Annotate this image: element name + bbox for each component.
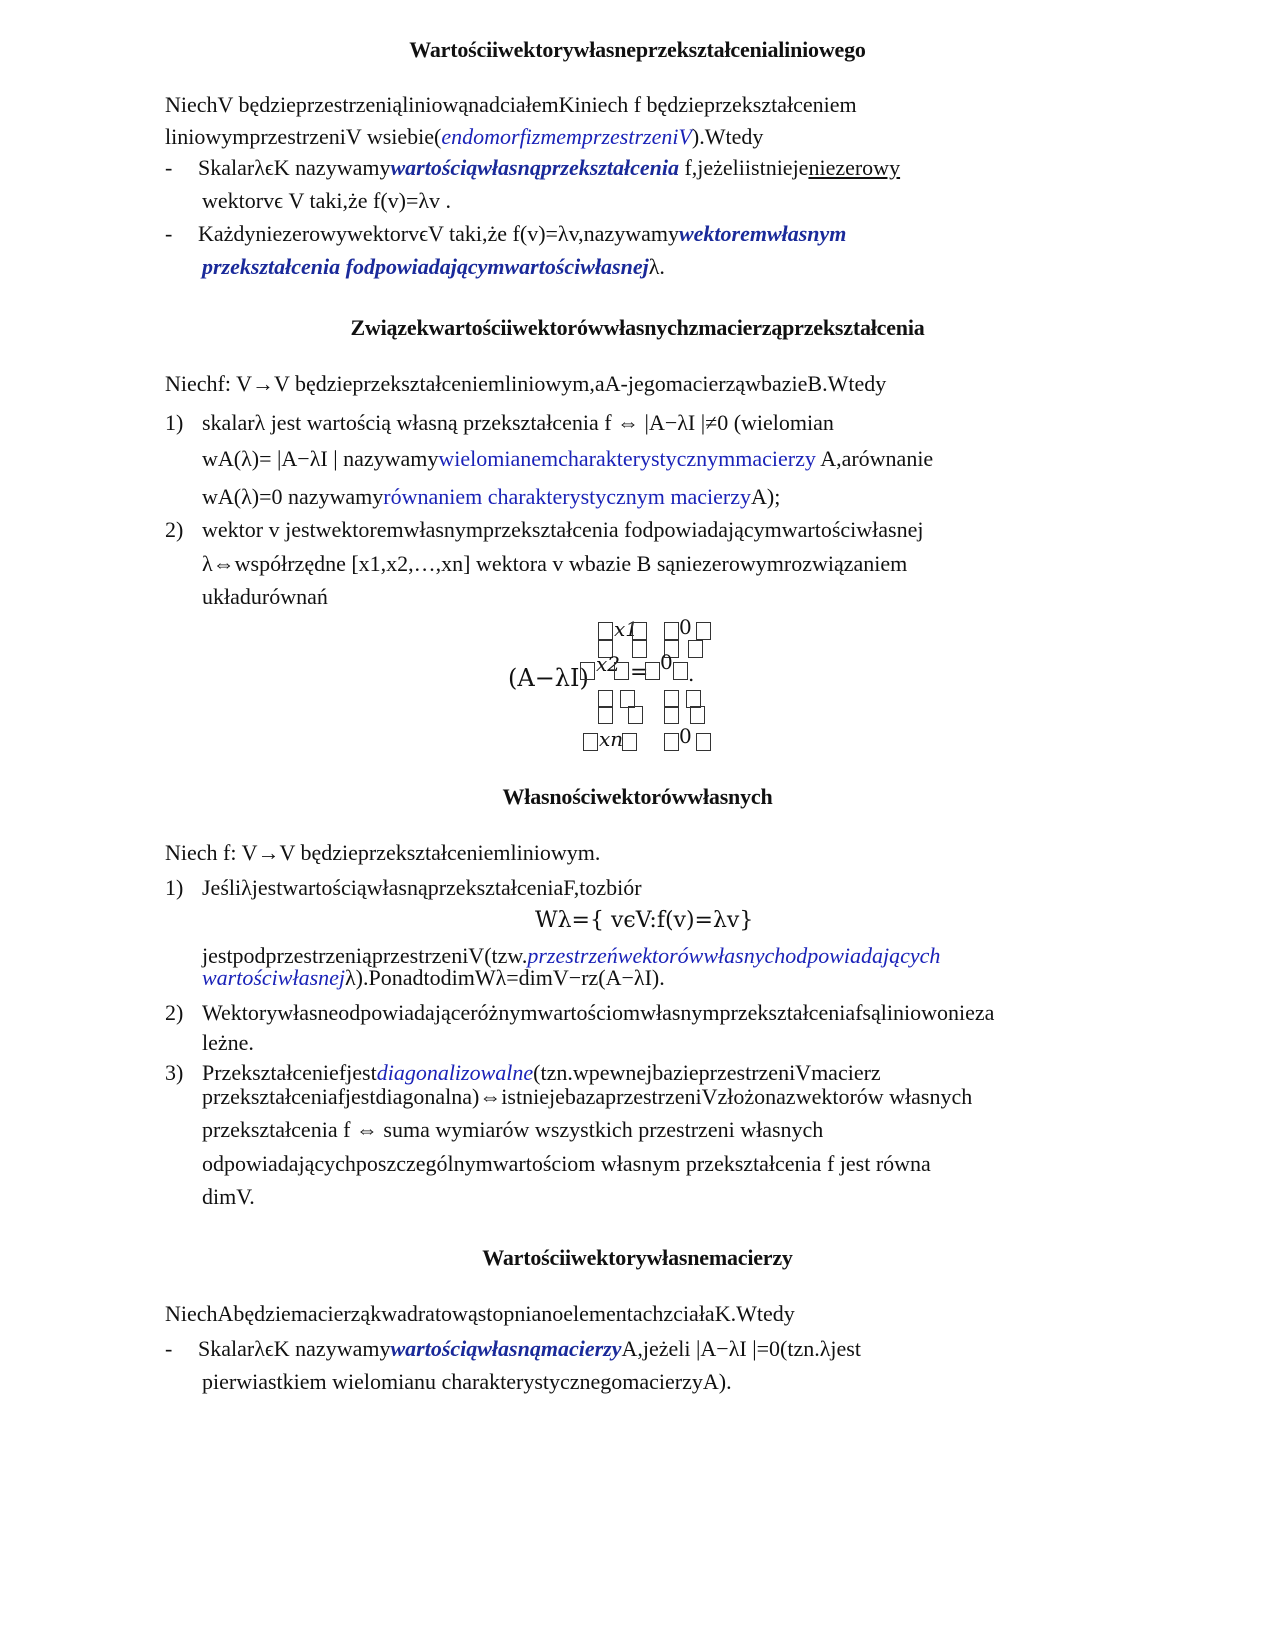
zero-entry-2: 0 [660, 650, 673, 674]
char-eq-term: równaniem charakterystycznym macierzy [383, 484, 752, 509]
zero-entry-n: 0 [679, 724, 692, 748]
lhs-term: (A−λI) [508, 664, 589, 692]
zero-entry-1: 0 [679, 615, 692, 639]
s4-bullet-1-cont: pierwiastkiem wielomianu charakterystycznegomacierzyA). [202, 1369, 732, 1394]
x2-entry: x2 [596, 652, 621, 676]
s1-bullet-2-cont: przekształcenia fodpowiadającymwartościwłasnejλ. [202, 254, 665, 279]
equals-sign: = [630, 660, 649, 685]
s2-item-2-line-3: układurównań [202, 584, 328, 609]
bracket-glyph [696, 622, 711, 640]
eigenvector-term: wektoremwłasnym [678, 221, 847, 246]
eigenspace-set: Wλ={ vϵV:f(v)=λv} [535, 908, 754, 933]
s4-intro: NiechAbędziemacierząkwadratowąstopnianoelementachzciałaK.Wtedy [165, 1301, 795, 1326]
xn-entry: xn [599, 727, 624, 751]
s3-item-2: 2) Wektorywłasneodpowiadająceróżnymwartościomwłasnymprzekształceniafsąliniowonieza [165, 1000, 995, 1025]
s2-item-2-line-2: λ⇔współrzędne [x1,x2,…,xn] wektora v wbazie B sąniezerowymrozwiązaniem [202, 551, 908, 576]
section-title-1: Wartościiwektorywłasneprzekształcenialiniowego [409, 37, 866, 62]
section-title-4: Wartościiwektorywłasnemacierzy [482, 1245, 793, 1270]
bracket-glyph [664, 706, 679, 724]
s3-item-3-line-2: przekształceniafjestdiagonalna)⇔istniejebazaprzestrzeniVzłożonazwektorów własnych [202, 1084, 973, 1109]
s1-bullet-1: - SkalarλϵK nazywamywartościąwłasnąprzekształcenia f,jeżeliistniejeniezerowy [165, 155, 901, 180]
endomorphism-term: endomorfizmemprzestrzeniV [441, 124, 692, 149]
bracket-glyph [696, 733, 711, 751]
s3-item-2-line-2: leżne. [202, 1030, 254, 1055]
bracket-glyph [614, 662, 629, 680]
s3-item-3-line-4: odpowiadającychposzczególnymwartościom własnym przekształcenia f jest równa [202, 1151, 931, 1176]
bracket-glyph [580, 662, 595, 680]
s1-intro-line-2: liniowymprzestrzeniV wsiebie(endomorfizmemprzestrzeniV).Wtedy [165, 124, 764, 149]
bracket-glyph [632, 622, 647, 640]
bracket-glyph [583, 733, 598, 751]
s3-item-1-line-2: jestpodprzestrzeniąprzestrzeniV(tzw.przestrzeńwektorówwłasnychodpowiadających [202, 943, 941, 968]
s3-item-1-line-3: wartościwłasnejλ).PonadtodimWλ=dimV−rz(A−λI). [202, 965, 665, 990]
section-title-2: Związekwartościiwektorówwłasnychzmacierząprzekształcenia [350, 315, 925, 340]
s2-intro: Niechf: V→V będzieprzekształceniemliniowym,aA-jegomacierząwbazieB.Wtedy [165, 371, 887, 396]
diagonalizable-term: diagonalizowalne [376, 1060, 534, 1085]
bracket-glyph [598, 706, 613, 724]
s3-item-3-line-3: przekształcenia f ⇔ suma wymiarów wszystkich przestrzeni własnych [202, 1117, 824, 1142]
s2-item-1-line-3: wA(λ)=0 nazywamyrównaniem charakterystycznym macierzyA); [202, 484, 781, 509]
s3-item-1: 1) JeśliλjestwartościąwłasnąprzekształceniaF,tozbiór [165, 875, 642, 900]
matrix-eigenvalue-term: wartościąwłasnąmacierzy [390, 1336, 622, 1361]
period: . [688, 662, 695, 686]
s3-item-3-line-5: dimV. [202, 1184, 255, 1209]
bracket-glyph [645, 662, 660, 680]
s4-bullet-1: - SkalarλϵK nazywamywartościąwłasnąmacierzyA,jeżeli |A−λI |=0(tzn.λjest [165, 1336, 861, 1361]
bracket-glyph [688, 640, 703, 658]
s1-bullet-1-cont: wektorvϵ V taki,że f(v)=λv . [202, 188, 452, 213]
bracket-glyph [598, 622, 613, 640]
s2-item-1: 1) skalarλ jest wartością własną przekształcenia f ⇔ |A−λI |≠0 (wielomian [165, 410, 834, 435]
s3-item-3: 3) Przekształceniefjestdiagonalizowalne(tzn.wpewnejbazieprzestrzeniVmacierz [165, 1060, 881, 1085]
s1-bullet-2: - KażdyniezerowywektorvϵV taki,że f(v)=λv,nazywamywektoremwłasnym [165, 221, 847, 246]
bracket-glyph [632, 640, 647, 658]
bracket-glyph [664, 622, 679, 640]
s2-item-1-line-2: wA(λ)= |A−λI | nazywamywielomianemcharakterystycznymmacierzy A,arównanie [202, 446, 934, 471]
bracket-glyph [690, 706, 705, 724]
s1-intro-line-1: NiechV będzieprzestrzeniąliniowąnadciałemKiniech f będzieprzekształceniem [165, 92, 857, 117]
eigenvalue-term: wartościąwłasnąprzekształcenia [390, 155, 679, 180]
section-title-3: Własnościwektorówwłasnych [502, 784, 773, 809]
bracket-glyph [628, 706, 643, 724]
s2-item-2: 2) wektor v jestwektoremwłasnymprzekształcenia fodpowiadającymwartościwłasnej [165, 517, 924, 542]
char-poly-term: wielomianemcharakterystycznymmacierzy [438, 446, 816, 471]
bracket-glyph [664, 733, 679, 751]
bracket-glyph [673, 662, 688, 680]
eigenspace-term: przestrzeńwektorówwłasnychodpowiadających [527, 943, 941, 968]
s3-intro: Niech f: V→V będzieprzekształceniemliniowym. [165, 840, 601, 865]
x1-entry: x1 [614, 617, 639, 641]
bracket-glyph [622, 733, 637, 751]
